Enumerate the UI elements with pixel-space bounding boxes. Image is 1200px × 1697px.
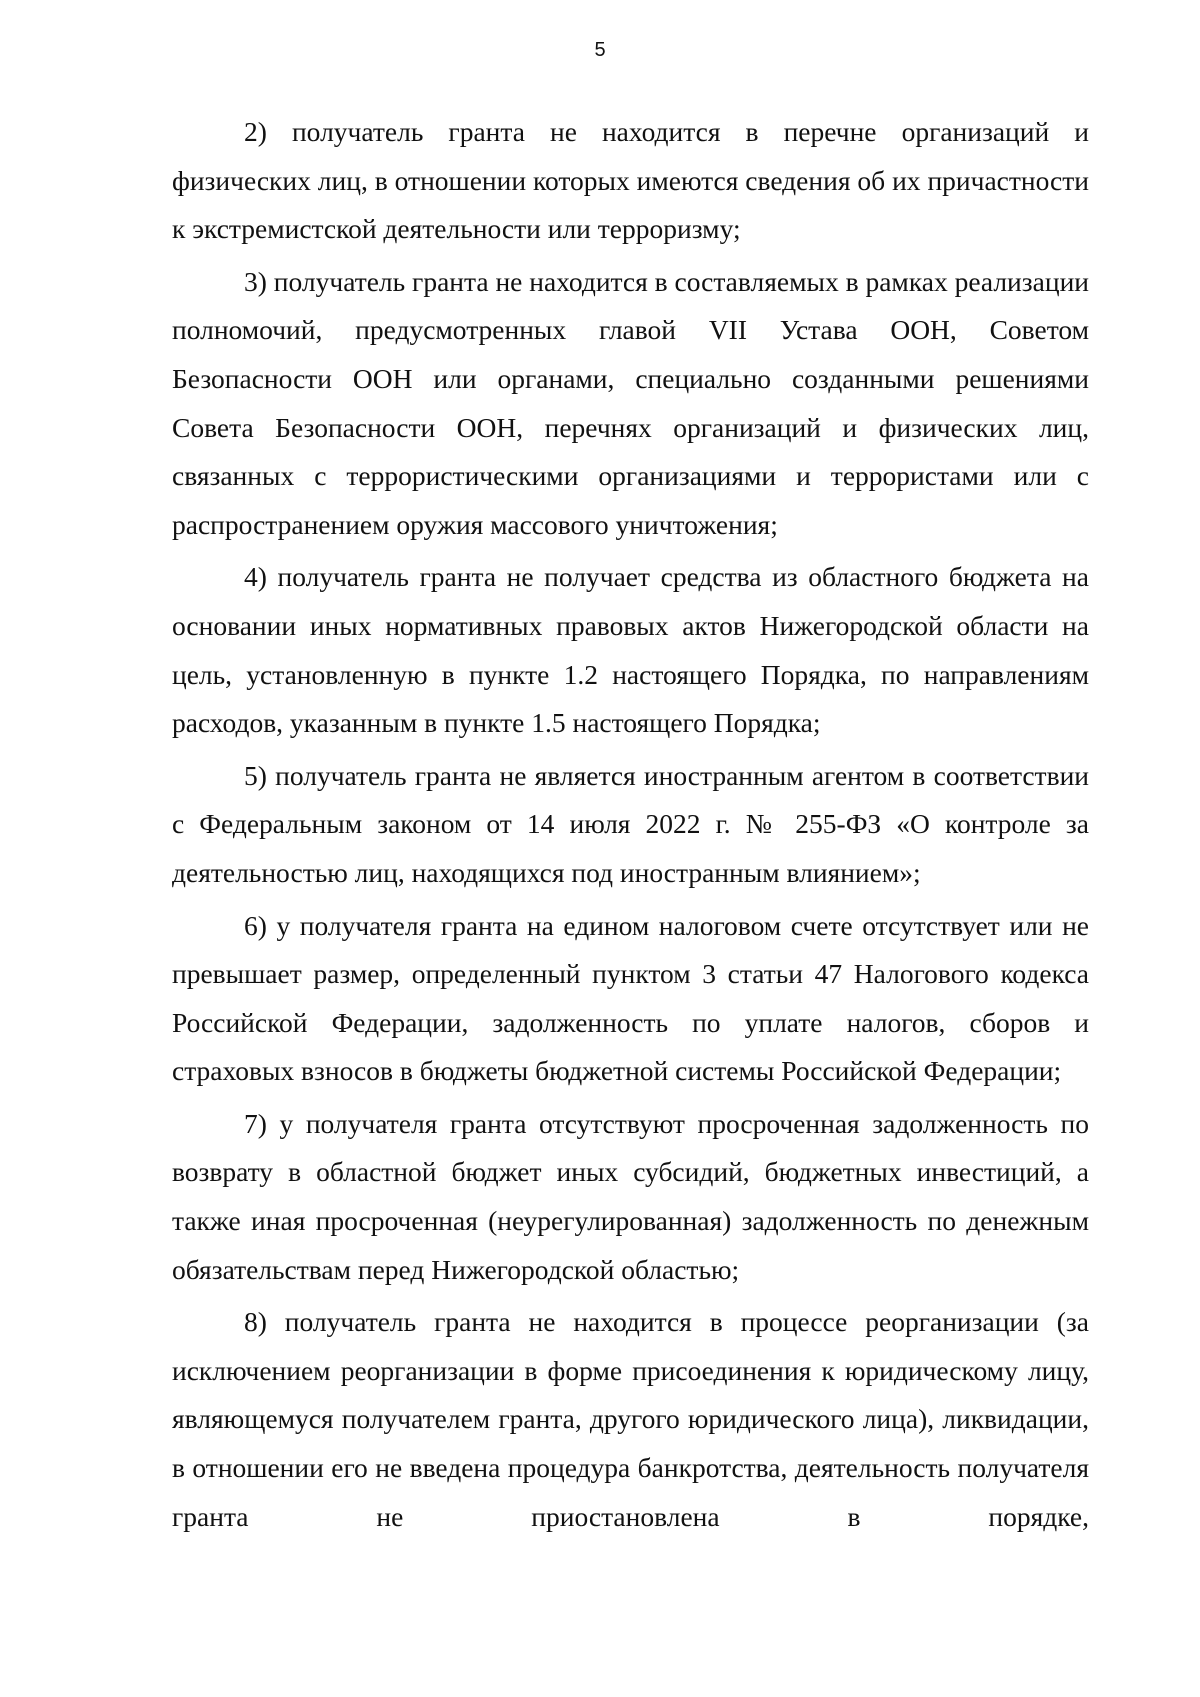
paragraph-item-6: 6) у получателя гранта на едином налоговом счете отсутствует или не превышает размер, определенный пунктом 3 статьи 47 Налогового кодекса Российской Федерации, задолженность по уплате налогов, сборов и страховых взносов в бюджеты бюджетной системы Российской Федерации; — [172, 909, 1089, 1087]
paragraph-item-7: 7) у получателя гранта отсутствуют просроченная задолженность по возврату в областной бюджет иных субсидий, бюджетных инвестиций, а также иная просроченная (неурегулированная) задолженность по денежным обязательствам перед Нижегородской областью; — [172, 1107, 1089, 1285]
paragraph-item-8: 8) получатель гранта не находится в процессе реорганизации (за исключением реорганизации в форме присоединения к юридическому лицу, являющемуся получателем гранта, другого юридического лица), ликвидации, в отношении его не введена процедура банкротства, деятельность получателя гранта не приостановлена в порядке, — [172, 1306, 1089, 1532]
paragraph-item-4: 4) получатель гранта не получает средства из областного бюджета на основании иных нормативных правовых актов Нижегородской области на цель, установленную в пункте 1.2 настоящего Порядка, по направлениям расходов, указанным в пункте 1.5 настоящего Порядка; — [172, 561, 1089, 739]
paragraph-item-5: 5) получатель гранта не является иностранным агентом в соответствии с Федеральным законом от 14 июля 2022 г. № 255-ФЗ «О контроле за деятельностью лиц, находящихся под иностранным влиянием»; — [172, 759, 1089, 888]
paragraph-item-2: 2) получатель гранта не находится в перечне организаций и физических лиц, в отношении которых имеются сведения об их причастности к экстремистской деятельности или терроризму; — [172, 116, 1089, 245]
document-body — [172, 108, 1089, 1545]
page-number: 5 — [594, 39, 606, 61]
paragraph-item-3: 3) получатель гранта не находится в составляемых в рамках реализации полномочий, предусмотренных главой VII Устава ООН, Советом Безопасности ООН или органами, специально созданными решениями Совета Безопасности ООН, перечнях организаций и физических лиц, связанных с террористическими организациями и террористами или с распространением оружия массового уничтожения; — [172, 265, 1089, 540]
